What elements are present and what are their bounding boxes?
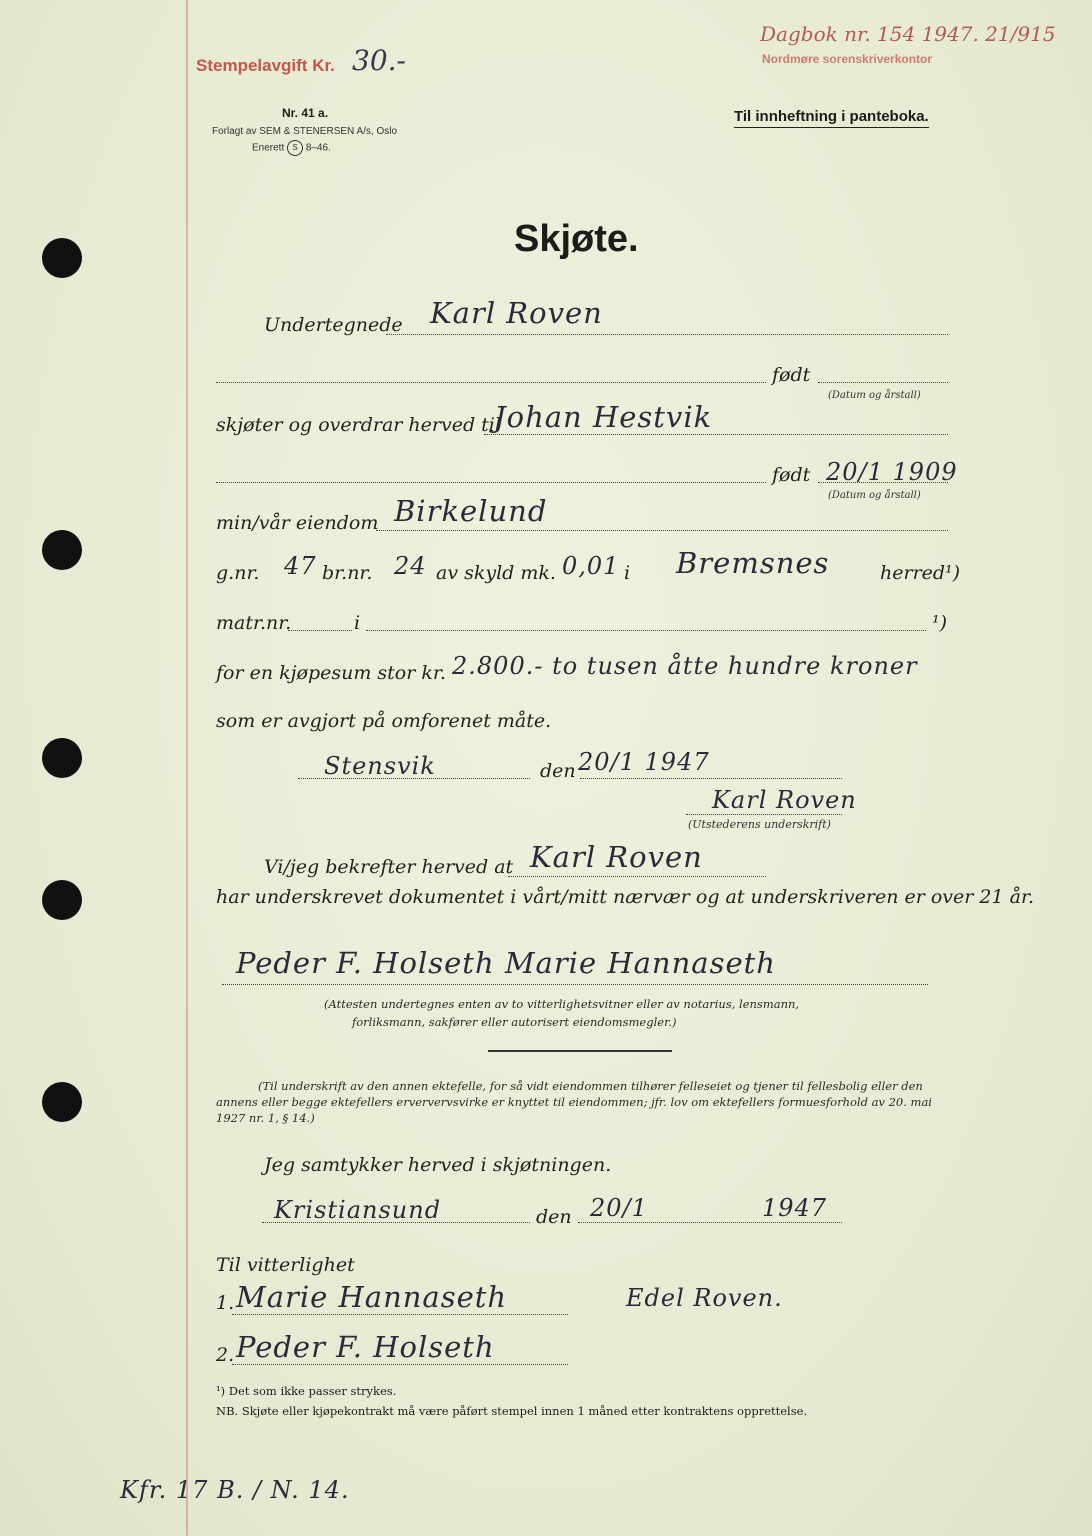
dotted-line: [216, 482, 766, 483]
publisher-date: 8–46.: [305, 142, 331, 154]
dotted-line: [484, 434, 948, 435]
witness2-name: Peder F. Holseth: [236, 1330, 495, 1364]
price-label: for en kjøpesum stor kr.: [216, 662, 446, 684]
stamp-fee-value: 30.-: [352, 44, 406, 77]
property-label: min/vår eiendom: [216, 512, 379, 534]
issuer-caption: (Utstederens underskrift): [688, 818, 831, 831]
consent-text: Jeg samtykker herved i skjøtningen.: [264, 1154, 612, 1176]
witness2-number: 2.: [216, 1344, 235, 1366]
stamp-fee-label: Stempelavgift Kr.: [196, 56, 335, 75]
witness-signatures: Peder F. Holseth Marie Hannaseth: [236, 946, 776, 980]
date-year-hint: (Datum og årstall): [828, 390, 921, 401]
undersigned-name: Karl Roven: [430, 296, 603, 330]
red-margin-line: [186, 0, 188, 1536]
dotted-line: [232, 1314, 568, 1315]
matr-paren: ¹): [932, 612, 948, 634]
dotted-line: [818, 382, 948, 383]
dagbok-stamp: Dagbok nr. 154 1947. 21/915: [760, 22, 1056, 46]
attest-note-2: forliksmann, sakfører eller autorisert eiendomsmegler.): [352, 1015, 677, 1029]
dotted-line: [232, 1364, 568, 1365]
spouse-signature: Edel Roven.: [626, 1284, 783, 1312]
matr-label: matr.nr.: [216, 612, 292, 634]
dotted-line: [686, 814, 842, 815]
dotted-line: [366, 630, 926, 631]
document-title: Skjøte.: [514, 218, 639, 260]
spouse-place: Kristiansund: [274, 1196, 442, 1224]
undersigned-label: Undertegnede: [264, 314, 403, 336]
i-label: i: [624, 562, 631, 584]
dotted-line: [580, 778, 842, 779]
punch-hole: [42, 530, 82, 570]
footnote: ¹) Det som ikke passer strykes.: [216, 1384, 397, 1398]
divider: [488, 1050, 672, 1052]
brnr-value: 24: [394, 552, 427, 580]
born-label-2: født: [772, 464, 811, 486]
punch-hole: [42, 238, 82, 278]
date-year-hint-2: (Datum og årstall): [828, 490, 921, 501]
dotted-line: [386, 334, 948, 335]
publisher-rights-text: Enerett: [252, 142, 285, 154]
punch-hole: [42, 738, 82, 778]
publisher: Forlagt av SEM & STENERSEN A/s, Oslo: [212, 126, 398, 137]
dotted-line: [216, 382, 766, 383]
dotted-line: [508, 876, 766, 877]
spouse-note: (Til underskrift av den annen ektefelle, for så vidt eiendommen tilhører felleseiet og tjener til fellesbolig eller den annens eller begge ektefellers erververvsvirke er knyttet til eiendommen; jfr. lov om ektefellers formuesforhold av 20. mai 1927 nr. 1, § 14.): [216, 1079, 932, 1125]
den-label: den: [540, 760, 576, 782]
witness1-number: 1.: [216, 1292, 235, 1314]
recipient-birth-date: 20/1 1909: [826, 458, 958, 486]
property-name: Birkelund: [394, 494, 548, 528]
dotted-line: [376, 530, 948, 531]
confirm-name: Karl Roven: [530, 840, 703, 874]
publisher-rights: [252, 140, 331, 156]
gnr-label: g.nr.: [216, 562, 260, 584]
dotted-line: [578, 1222, 842, 1223]
witness1-name: Marie Hannaseth: [236, 1280, 508, 1314]
publisher-logo-icon: S: [287, 140, 303, 156]
spouse-den-label: den: [536, 1206, 572, 1228]
punch-hole: [42, 1082, 82, 1122]
date-value: 20/1 1947: [578, 748, 710, 776]
spouse-date: 20/1: [590, 1194, 648, 1222]
form-number: Nr. 41 a.: [282, 106, 329, 120]
matr-i: i: [354, 612, 361, 634]
skyld-label: av skyld mk.: [436, 562, 556, 584]
transfer-recipient: Johan Hestvik: [494, 400, 713, 434]
witness-heading: Til vitterlighet: [216, 1254, 355, 1276]
dotted-line: [262, 1222, 530, 1223]
confirm-label: Vi/jeg bekrefter herved at: [264, 856, 514, 878]
punch-hole: [42, 880, 82, 920]
herred-name: Bremsnes: [676, 546, 830, 580]
herred-label: herred¹): [880, 562, 961, 584]
transfer-label: skjøter og overdrar herved til: [216, 414, 501, 436]
dotted-line: [288, 630, 352, 631]
place-value: Stensvik: [324, 752, 436, 780]
spouse-year: 1947: [762, 1194, 828, 1222]
confirm-text: har underskrevet dokumentet i vårt/mitt nærvær og at underskriveren er over 21 år.: [216, 886, 1034, 908]
dotted-line: [298, 778, 530, 779]
price-value: 2.800.- to tusen åtte hundre kroner: [452, 652, 918, 680]
nb-text: NB. Skjøte eller kjøpekontrakt må være påført stempel innen 1 måned etter kontraktens opprettelse.: [216, 1404, 808, 1418]
dotted-line: [222, 984, 928, 985]
court-stamp: Nordmøre sorenskriverkontor: [762, 52, 933, 66]
settled-text: som er avgjort på omforenet måte.: [216, 710, 552, 732]
skyld-value: 0,01: [562, 552, 620, 580]
binding-note: Til innheftning i panteboka.: [734, 108, 929, 128]
issuer-signature: Karl Roven: [712, 786, 857, 814]
attest-note-1: (Attesten undertegnes enten av to vitterlighetsvitner eller av notarius, lensmann,: [324, 997, 800, 1011]
gnr-value: 47: [284, 552, 317, 580]
brnr-label: br.nr.: [322, 562, 373, 584]
margin-note: Kfr. 17 B. / N. 14.: [120, 1476, 350, 1504]
born-label: født: [772, 364, 811, 386]
